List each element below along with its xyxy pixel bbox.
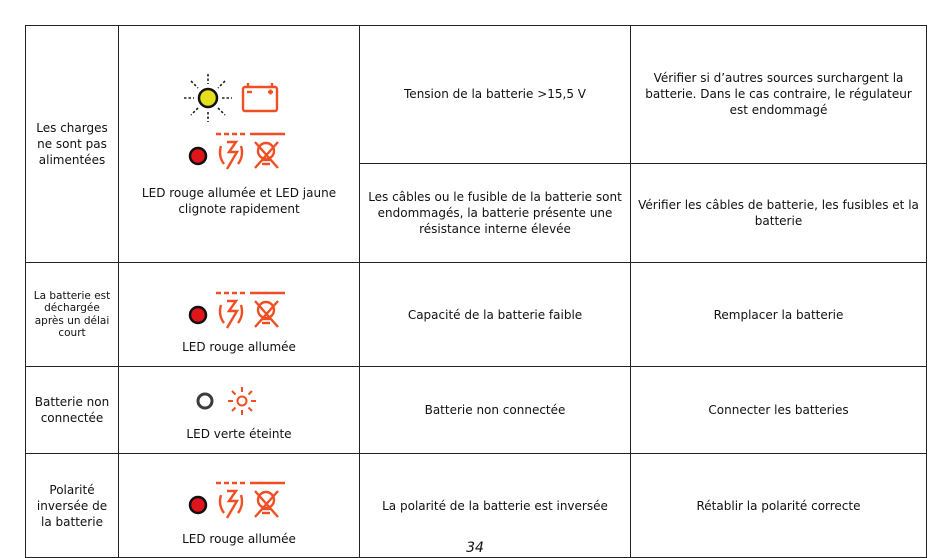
load-disconnected-icon [216, 293, 248, 328]
load-disconnected-icon [216, 483, 248, 518]
indicator-icons [180, 281, 290, 331]
state-cell: Batterie non connectée [26, 367, 119, 454]
sun-yellow-led-icon [184, 74, 232, 122]
red-led-icon [190, 307, 206, 323]
indicator-cell [119, 26, 360, 263]
load-disconnected-icon [216, 134, 248, 169]
indicator-icons [195, 387, 255, 421]
bulb-off-icon [250, 483, 285, 517]
remedy-cell: Rétablir la polarité correcte [631, 454, 927, 558]
state-cell: Polarité inversée de la batterie [26, 454, 119, 558]
battery-icon [243, 83, 277, 111]
indicator-caption: LED rouge allumée [182, 532, 296, 546]
cause-cell: Capacité de la batterie faible [360, 263, 631, 367]
state-cell: La batterie est déchargée après un délai court [26, 263, 119, 367]
indicator-cell [119, 367, 360, 454]
state-cell: Les charges ne sont pas alimentées [26, 26, 119, 263]
indicator-caption: LED rouge allumée [182, 340, 296, 354]
off-led-icon [198, 394, 212, 408]
indicator-caption: LED verte éteinte [186, 427, 292, 441]
indicator-caption: LED rouge allumée et LED jaune clignote rapidement [141, 186, 337, 216]
indicator-icons [180, 471, 290, 521]
remedy-cell: Remplacer la batterie [631, 263, 927, 367]
table-row [26, 367, 927, 454]
sun-icon [228, 387, 256, 415]
bulb-off-icon [250, 134, 285, 168]
remedy-cell: Vérifier les câbles de batterie, les fusibles et la batterie [631, 163, 927, 262]
red-led-icon [190, 497, 206, 513]
table-row [26, 263, 927, 367]
troubleshooting-table [25, 25, 927, 558]
cause-cell: Batterie non connectée [360, 367, 631, 454]
cause-cell: Les câbles ou le fusible de la batterie sont endommagés, la batterie présente une résistance interne élevée [360, 163, 631, 262]
indicator-cell [119, 263, 360, 367]
page-number: 34 [466, 540, 484, 556]
red-led-icon [190, 148, 206, 164]
cause-cell: La polarité de la batterie est inversée [360, 454, 631, 558]
table-row [26, 26, 927, 164]
bulb-off-icon [250, 293, 285, 327]
remedy-cell: Vérifier si d’autres sources surchargent la batterie. Dans le cas contraire, le régulateur est endommagé [631, 26, 927, 164]
remedy-cell: Connecter les batteries [631, 367, 927, 454]
indicator-icons [180, 72, 290, 172]
cause-cell: Tension de la batterie >15,5 V [360, 26, 631, 164]
